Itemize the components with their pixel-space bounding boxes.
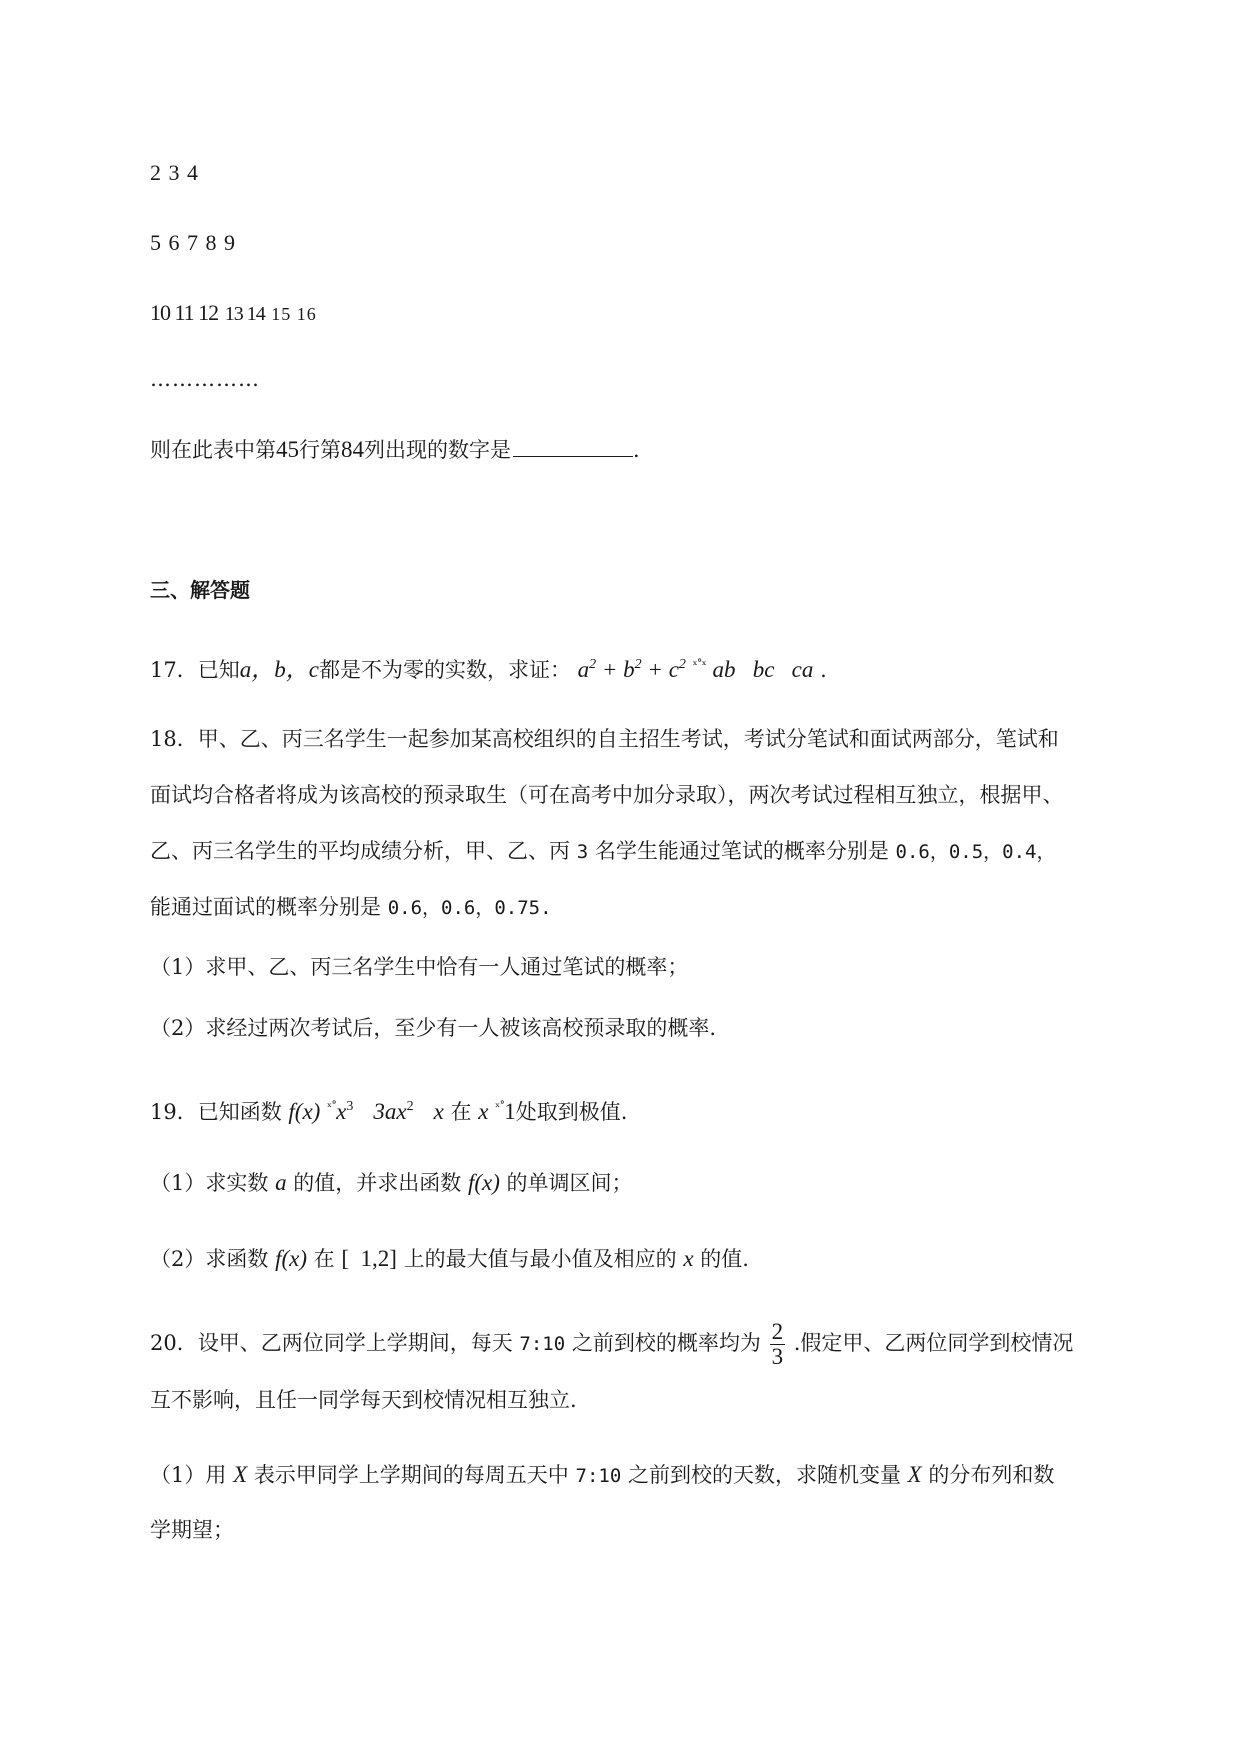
q20-line-1 [150, 1320, 1073, 1369]
q19-fx: f(x) [288, 1099, 321, 1124]
q17-garbled-symbol: ˣ˚ˣ [692, 658, 706, 672]
q20-sub-1 [150, 1460, 1054, 1491]
q20-line1-b: 之前到校的概率均为 [571, 1331, 761, 1355]
q20-line-2: 互不影响，且任一同学每天到校情况相互独立. [150, 1388, 577, 1412]
q19-sub1-var: a [275, 1170, 287, 1195]
q18-line-2: 面试均合格者将成为该高校的预录取生（可在高考中加分录取），两次考试过程相互独立，根据甲、 [150, 783, 1064, 807]
q17-c: + c [647, 657, 679, 682]
number-table-row-3: 5 6 7 8 9 [150, 230, 236, 255]
q17-exp-c: 2 [678, 657, 686, 672]
q18-line-1: 18．甲、乙、丙三名学生一起参加某高校组织的自主招生考试，考试分笔试和面试两部分，笔试和 [150, 727, 1059, 751]
q17-end: . [820, 658, 827, 682]
q19-num: 19．已知函数 [150, 1100, 282, 1124]
row4-part-c: 15 16 [271, 304, 317, 324]
q17-rhs: ab bc ca [712, 657, 814, 682]
question-17 [150, 650, 827, 685]
q19-term-2: 3ax [373, 1099, 407, 1124]
q20-sub1-a: （1）用 [150, 1463, 227, 1487]
q19-sub1-fx: f(x) [467, 1170, 500, 1195]
q20-frac-denominator: 3 [771, 1344, 784, 1369]
q18-line-4-a: 能通过面试的概率分别是 [150, 895, 381, 919]
q19-x-var: x [478, 1099, 489, 1124]
q19-sub1-a: （1）求实数 [150, 1171, 269, 1195]
q19-exp-3: 3 [346, 1099, 354, 1114]
number-table-row-2: 2 3 4 [150, 160, 199, 185]
q19-mid: 在 [450, 1100, 472, 1124]
q19-sub2-a: （2）求函数 [150, 1247, 269, 1271]
q19-term-3: x [433, 1099, 444, 1124]
q16-row: 45 [276, 437, 299, 462]
q20-time: 7:10 [519, 1333, 566, 1355]
q18-written-probs: 0.6，0.5，0.4， [895, 841, 1056, 863]
q19-garbled-2: ˣ˚ [495, 1100, 505, 1114]
q19-sub1-c: 的单调区间； [506, 1171, 633, 1195]
q17-num: 17．已知 [150, 658, 240, 682]
number-table-ellipsis: …………… [150, 367, 260, 391]
q16-mid2: 列出现的数字是 [364, 438, 511, 462]
answer-blank [513, 436, 633, 457]
q16-mid1: 行第 [299, 438, 341, 462]
q17-exp-b: 2 [634, 657, 642, 672]
q18-line-3-a: 乙、丙三名学生的平均成绩分析，甲、乙、丙 [150, 839, 570, 863]
q20-sub1-c: 之前到校的天数，求随机变量 [627, 1463, 901, 1487]
q19-sub2-b: 在 [313, 1247, 335, 1271]
question-16 [150, 435, 640, 465]
q19-sub2-d: 的值. [700, 1247, 749, 1271]
q20-sub1-time: 7:10 [575, 1465, 622, 1487]
q19-exp-2: 2 [406, 1099, 414, 1114]
q20-sub1-d: 的分布列和数 [928, 1463, 1055, 1487]
q20-sub1-X2: X [907, 1462, 922, 1487]
question-19 [150, 1092, 627, 1127]
q17-lhs [578, 657, 686, 682]
q18-line-3 [150, 836, 1055, 867]
q18-line-3-b: 名学生能通过笔试的概率分别是 [594, 839, 889, 863]
q20-fraction [770, 1320, 786, 1369]
q19-garbled-1: ˣ˚ [327, 1100, 337, 1114]
q20-sub1-X: X [233, 1462, 248, 1487]
q16-end: . [633, 438, 640, 462]
q19-x3: x [336, 1099, 347, 1124]
q16-col: 84 [341, 437, 364, 462]
q19-interval: [ 1,2] [341, 1246, 397, 1271]
q19-end: 处取到极值. [515, 1100, 628, 1124]
number-table-row-4 [150, 298, 317, 329]
row4-part-b: 13 14 [224, 303, 265, 325]
q18-interview-probs: 0.6，0.6，0.75. [387, 897, 552, 919]
section-title: 三、解答题 [150, 578, 250, 602]
q18-sub-1: （1）求甲、乙、丙三名学生中恰有一人通过笔试的概率； [150, 955, 689, 979]
q19-sub-1 [150, 1168, 633, 1198]
q18-count: 3 [576, 841, 589, 863]
q18-sub-2: （2）求经过两次考试后，至少有一人被该高校预录取的概率. [150, 1016, 717, 1040]
q19-sub-2 [150, 1244, 749, 1274]
q17-vars: a，b，c [239, 657, 319, 682]
q17-b: + b [601, 657, 635, 682]
q19-sub1-b: 的值，并求出函数 [293, 1171, 462, 1195]
q19-one: 1 [504, 1099, 516, 1124]
q20-sub-1-line-2: 学期望； [150, 1518, 234, 1542]
row4-part-a: 10 11 12 [150, 300, 219, 325]
q19-sub2-x: x [683, 1246, 694, 1271]
q19-sub2-fx: f(x) [275, 1246, 307, 1271]
q19-sub2-c: 上的最大值与最小值及相应的 [403, 1247, 677, 1271]
q20-sub1-b: 表示甲同学上学期间的每周五天中 [253, 1463, 569, 1487]
q20-line1-c: .假定甲、乙两位同学到校情况 [793, 1331, 1074, 1355]
q20-line1-a: 20．设甲、乙两位同学上学期间，每天 [150, 1331, 513, 1355]
q18-line-4 [150, 892, 552, 923]
q17-text: 都是不为零的实数，求证： [318, 658, 571, 682]
q17-a: a [577, 657, 590, 682]
q16-prefix: 则在此表中第 [150, 438, 276, 462]
q17-exp-a: 2 [589, 657, 597, 672]
q20-frac-numerator: 2 [771, 1319, 784, 1344]
